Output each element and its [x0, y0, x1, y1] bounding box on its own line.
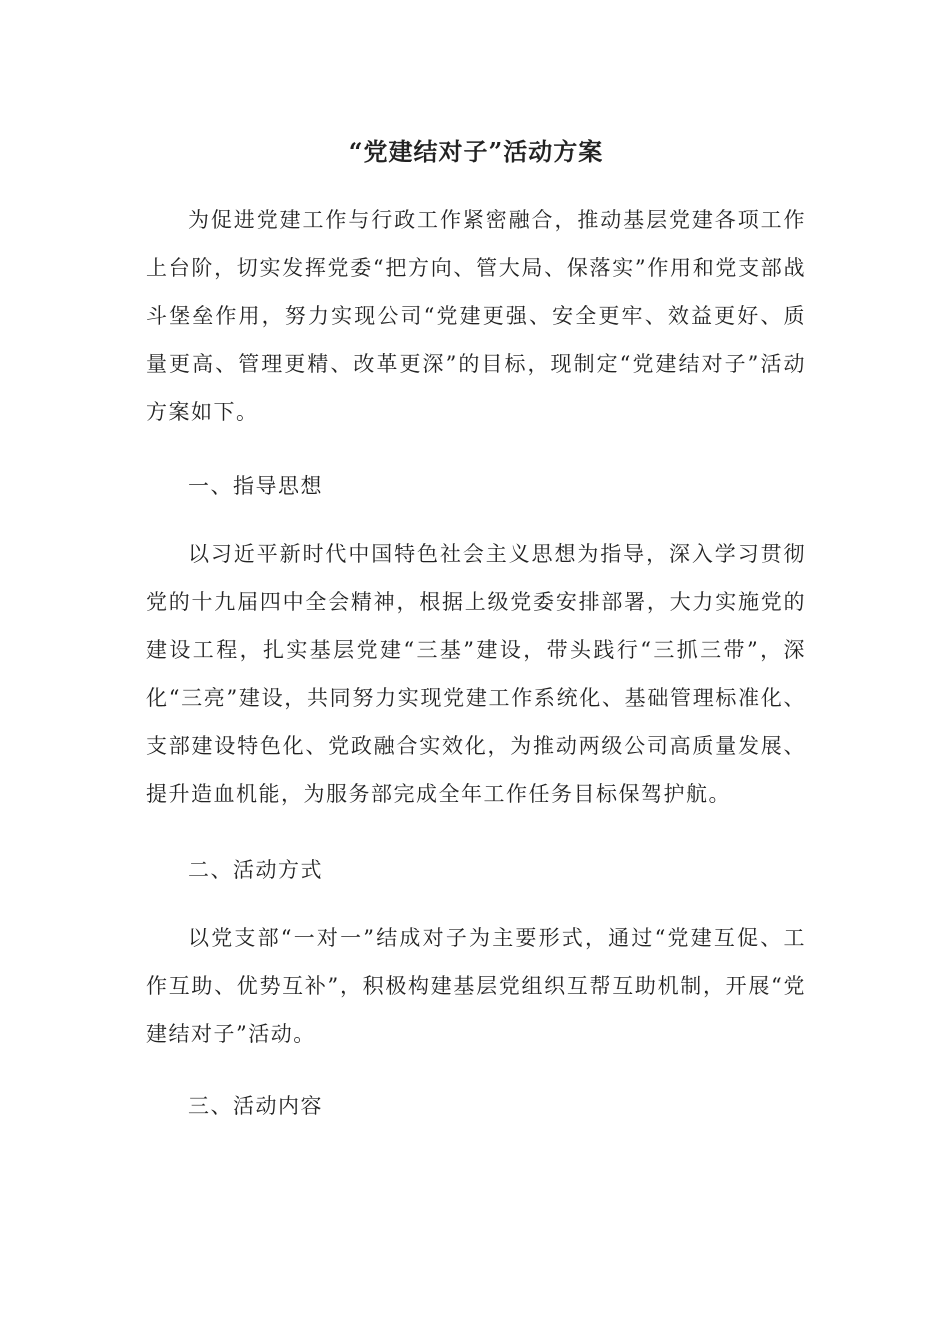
section-heading-guiding-ideology: 一、指导思想	[188, 474, 323, 498]
document-title: “党建结对子”活动方案	[348, 137, 604, 166]
section-body-activity-method: 以党支部“一对一”结成对子为主要形式，通过“党建互促、工作互助、优势互补”，积极构建基层党组织互帮互助机制，开展“党建结对子”活动。	[146, 926, 806, 1046]
section-heading-activity-content: 三、活动内容	[188, 1094, 323, 1118]
section-heading-activity-method: 二、活动方式	[188, 858, 323, 882]
intro-paragraph: 为促进党建工作与行政工作紧密融合，推动基层党建各项工作上台阶，切实发挥党委“把方向、管大局、保落实”作用和党支部战斗堡垒作用，努力实现公司“党建更强、安全更牢、效益更好、质量更高、管理更精、改革更深”的目标，现制定“党建结对子”活动方案如下。	[146, 208, 806, 424]
section-body-guiding-ideology: 以习近平新时代中国特色社会主义思想为指导，深入学习贯彻党的十九届四中全会精神，根据上级党委安排部署，大力实施党的建设工程，扎实基层党建“三基”建设，带头践行“三抓三带”，深化“三亮”建设，共同努力实现党建工作系统化、基础管理标准化、支部建设特色化、党政融合实效化，为推动两级公司高质量发展、提升造血机能，为服务部完成全年工作任务目标保驾护航。	[146, 542, 806, 806]
